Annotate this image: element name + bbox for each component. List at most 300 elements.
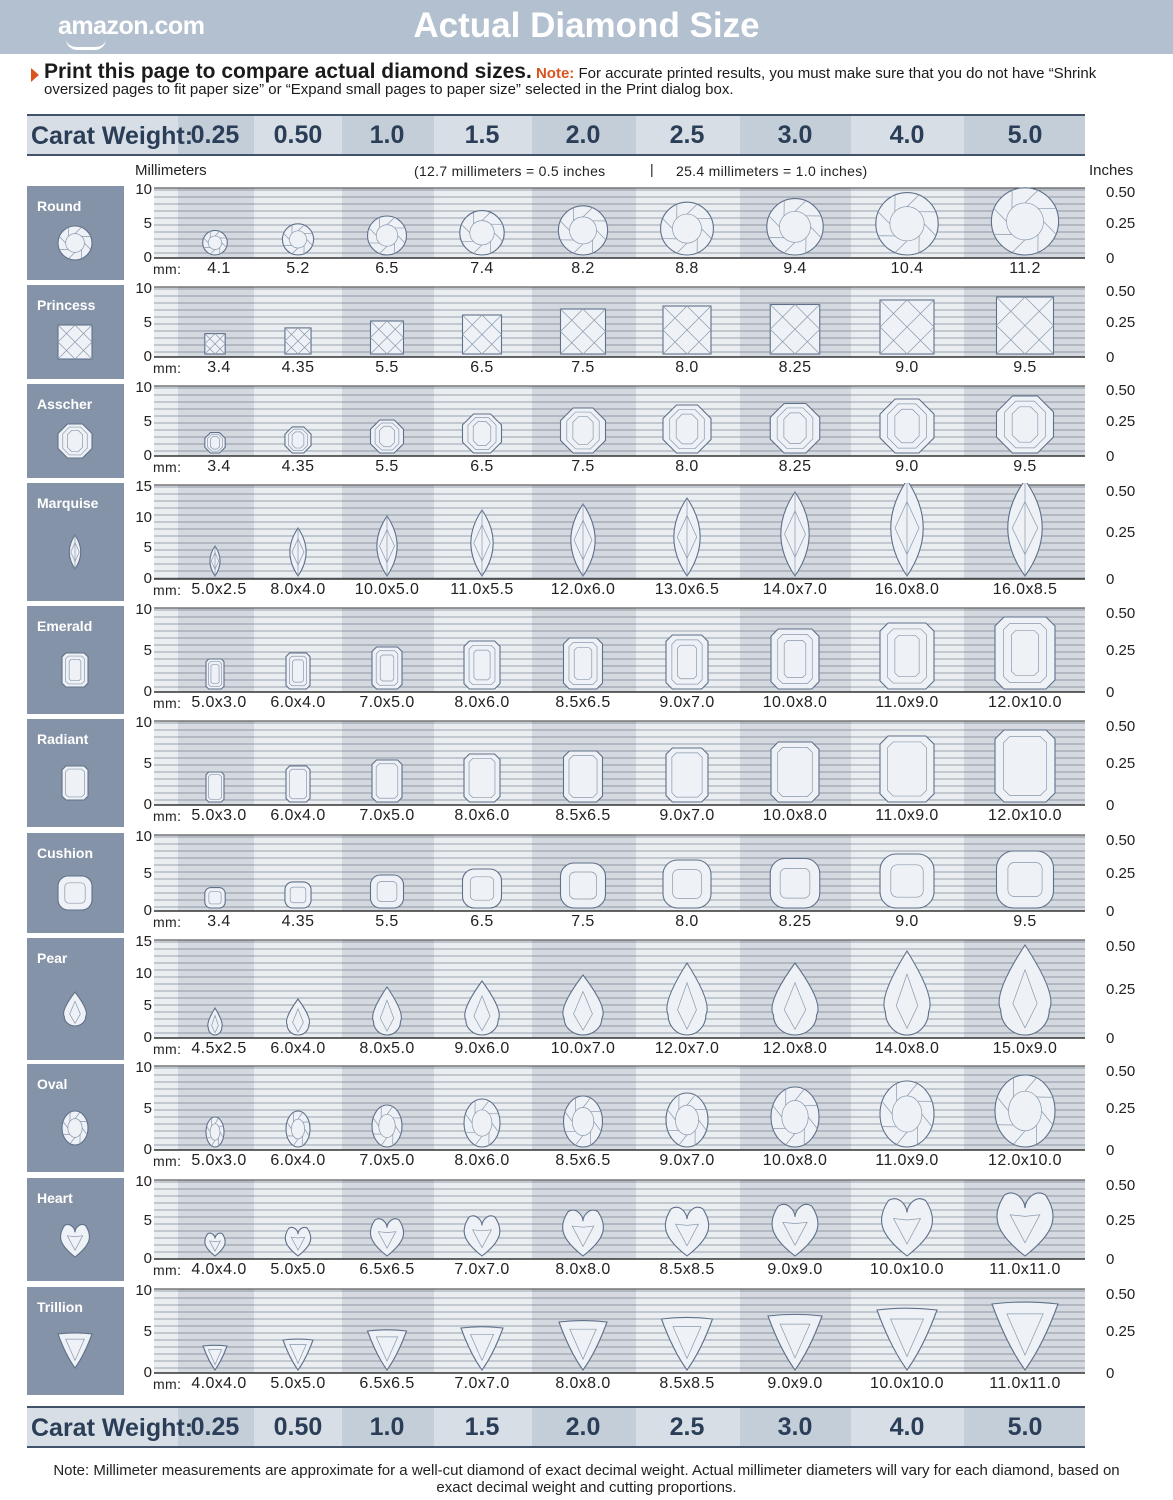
mm-size-value: 12.0x10.0 <box>988 1152 1062 1169</box>
shape-name: Cushion <box>37 845 93 861</box>
page-title: Actual Diamond Size <box>413 6 760 45</box>
cushion-diamond-outline <box>561 863 606 908</box>
mm-size-value: 8.0 <box>675 913 699 930</box>
mm-size-value: 8.0 <box>675 359 699 376</box>
mm-axis-tick: 10 <box>135 1282 152 1299</box>
mm-axis-tick: 0 <box>143 796 152 813</box>
carat-weight-value: 5.0 <box>1007 121 1043 149</box>
carat-weight-value: 0.25 <box>190 1413 240 1441</box>
mm-axis-tick: 0 <box>143 570 152 587</box>
mm-size-value: 4.5x2.5 <box>191 1040 247 1057</box>
mm-prefix: mm: <box>153 360 182 376</box>
mm-size-value: 10.0x8.0 <box>762 1152 828 1169</box>
mm-prefix: mm: <box>153 1041 182 1057</box>
inch-axis-tick: 0.50 <box>1106 283 1136 301</box>
mm-size-value: 3.4 <box>207 458 231 475</box>
mm-axis-tick: 0 <box>143 902 152 919</box>
pear-shape-icon <box>53 987 97 1036</box>
mm-axis-tick: 0 <box>143 683 152 700</box>
mm-size-value: 5.0x3.0 <box>191 1152 247 1169</box>
mm-size-value: 6.0x4.0 <box>270 1152 326 1169</box>
mm-size-value: 8.0 <box>675 458 699 475</box>
mm-size-value: 7.0x7.0 <box>454 1375 510 1392</box>
carat-weight-value: 1.0 <box>369 1413 405 1441</box>
princess-diamond-outline <box>997 297 1054 354</box>
shape-label-panel <box>27 1287 124 1395</box>
mm-axis-tick: 5 <box>143 755 152 772</box>
mm-size-value: 14.0x7.0 <box>762 581 828 598</box>
mm-size-value: 9.0x9.0 <box>767 1261 823 1278</box>
shape-row <box>0 181 1173 280</box>
mm-size-value: 9.0x7.0 <box>659 807 715 824</box>
mm-size-value: 10.0x10.0 <box>870 1261 944 1278</box>
mm-size-value: 6.0x4.0 <box>270 694 326 711</box>
mm-size-value: 12.0x10.0 <box>988 694 1062 711</box>
mm-size-value: 9.0x7.0 <box>659 1152 715 1169</box>
oval-diamond-outline <box>286 1111 310 1147</box>
carat-weight-label: Carat Weight: <box>31 122 194 150</box>
round-diamond-outline <box>767 199 823 255</box>
mm-prefix: mm: <box>153 695 182 711</box>
oval-diamond-outline <box>372 1105 402 1147</box>
shape-label-panel <box>27 384 124 478</box>
mm-axis-tick: 10 <box>135 280 152 297</box>
mm-size-value: 5.0x5.0 <box>270 1261 326 1278</box>
mm-axis-tick: 0 <box>143 249 152 266</box>
mm-size-value: 11.0x5.5 <box>450 581 514 598</box>
shape-name: Radiant <box>37 731 89 747</box>
mm-size-value: 5.5 <box>375 913 399 930</box>
mm-size-value: 8.25 <box>778 359 812 376</box>
mm-size-value: 4.35 <box>281 913 315 930</box>
mm-size-value: 3.4 <box>207 913 231 930</box>
cushion-diamond-outline <box>463 869 502 908</box>
arrow-bullet-icon <box>31 68 39 82</box>
emerald-diamond-outline <box>771 629 819 689</box>
shape-name: Emerald <box>37 618 93 634</box>
inch-axis-tick: 0.25 <box>1106 981 1136 998</box>
mm-size-value: 9.0 <box>895 359 919 376</box>
princess-shape-icon <box>53 320 97 369</box>
mm-size-value: 10.0x5.0 <box>354 581 420 598</box>
mm-size-value: 10.0x7.0 <box>550 1040 616 1057</box>
carat-weight-value: 3.0 <box>777 1413 813 1441</box>
princess-diamond-outline <box>463 315 502 354</box>
oval-diamond-outline <box>880 1081 934 1147</box>
inch-axis-tick: 0.50 <box>1106 1063 1136 1081</box>
shape-label-panel <box>27 1178 124 1281</box>
mm-axis-tick: 5 <box>143 539 152 557</box>
shape-name: Pear <box>37 950 68 966</box>
shape-label-panel <box>27 719 124 827</box>
footer-note: Note: Millimeter measurements are approximate for a well-cut diamond of exact decimal weight. Actual millimeter diameters will vary for each diamond, based on exact decimal weight and cutting proportions. <box>53 1462 1120 1496</box>
mm-size-value: 9.0x9.0 <box>767 1375 823 1392</box>
inch-axis-tick: 0 <box>1106 903 1115 920</box>
mm-size-value: 12.0x8.0 <box>762 1040 828 1057</box>
inch-axis-tick: 0.50 <box>1106 482 1136 500</box>
inch-axis-tick: 0.25 <box>1106 642 1136 659</box>
carat-weight-value: 5.0 <box>1007 1413 1043 1441</box>
princess-diamond-outline <box>561 309 606 354</box>
mm-axis-tick: 0 <box>143 1029 152 1046</box>
mm-size-value: 4.35 <box>281 458 315 475</box>
shape-name: Trillion <box>37 1299 83 1315</box>
mm-size-value: 4.0x4.0 <box>191 1261 247 1278</box>
inches-label: Inches <box>1089 162 1134 179</box>
inch-axis-tick: 0 <box>1106 1030 1115 1047</box>
inch-axis-tick: 0.50 <box>1106 1286 1136 1304</box>
mm-axis-tick: 10 <box>135 1059 152 1076</box>
mm-size-value: 7.0x7.0 <box>454 1261 510 1278</box>
shape-row <box>0 1059 1173 1172</box>
mm-size-value: 15.0x9.0 <box>992 1040 1058 1057</box>
mm-axis-tick: 10 <box>135 181 152 198</box>
mm-size-value: 6.5 <box>470 458 494 475</box>
mm-size-value: 8.0x8.0 <box>555 1261 611 1278</box>
oval-diamond-outline <box>995 1075 1055 1147</box>
mm-size-value: 8.5x6.5 <box>555 1152 611 1169</box>
emerald-diamond-outline <box>206 659 224 689</box>
mm-size-value: 11.2 <box>1009 260 1041 277</box>
round-diamond-outline <box>368 216 407 255</box>
mm-size-value: 11.0x11.0 <box>989 1375 1061 1392</box>
radiant-diamond-outline <box>880 736 934 802</box>
shape-name: Asscher <box>37 396 93 412</box>
round-diamond-outline <box>282 224 313 255</box>
shape-row <box>0 379 1173 478</box>
carat-weight-value: 4.0 <box>889 1413 925 1441</box>
princess-diamond-outline <box>285 328 311 354</box>
mm-axis-tick: 0 <box>143 1364 152 1381</box>
round-diamond-outline <box>661 202 714 255</box>
mm-size-value: 11.0x9.0 <box>875 1152 939 1169</box>
shape-row <box>0 478 1173 601</box>
shape-row <box>0 933 1173 1060</box>
mm-size-value: 5.5 <box>375 359 399 376</box>
cushion-diamond-outline <box>285 882 311 908</box>
mm-axis-tick: 10 <box>135 601 152 618</box>
asscher-diamond-outline <box>663 405 711 453</box>
mm-size-value: 8.2 <box>571 260 595 277</box>
mm-size-value: 7.4 <box>470 260 494 277</box>
carat-weight-value: 0.50 <box>273 121 323 149</box>
mm-axis-tick: 10 <box>135 965 152 982</box>
inch-axis-tick: 0 <box>1106 797 1115 814</box>
mm-size-value: 8.5x8.5 <box>659 1375 715 1392</box>
mm-size-value: 16.0x8.0 <box>874 581 940 598</box>
mm-size-value: 6.5 <box>470 359 494 376</box>
mm-prefix: mm: <box>153 914 182 930</box>
shape-row <box>0 714 1173 827</box>
mm-size-value: 9.0x6.0 <box>454 1040 510 1057</box>
inch-axis-tick: 0 <box>1106 1142 1115 1159</box>
mm-size-value: 14.0x8.0 <box>874 1040 940 1057</box>
round-shape-icon <box>53 221 97 270</box>
carat-weight-value: 0.25 <box>190 121 240 149</box>
shape-label-panel <box>27 1064 124 1172</box>
oval-diamond-outline <box>564 1096 603 1147</box>
mm-size-value: 7.0x5.0 <box>359 694 415 711</box>
mm-size-value: 4.35 <box>281 359 315 376</box>
marquise-shape-icon <box>53 530 97 579</box>
mm-axis-tick: 5 <box>143 413 152 430</box>
mm-size-value: 11.0x9.0 <box>875 807 939 824</box>
mm-size-value: 6.0x4.0 <box>270 1040 326 1057</box>
carat-weight-value: 2.5 <box>669 121 705 149</box>
mm-size-value: 9.0 <box>895 913 919 930</box>
mm-prefix: mm: <box>153 261 182 277</box>
asscher-diamond-outline <box>205 433 225 453</box>
inch-axis-tick: 0 <box>1106 448 1115 465</box>
radiant-diamond-outline <box>771 742 819 802</box>
oval-diamond-outline <box>666 1093 708 1147</box>
mm-size-value: 3.4 <box>207 359 231 376</box>
cushion-diamond-outline <box>997 851 1054 908</box>
mm-size-value: 8.25 <box>778 458 812 475</box>
mm-size-value: 8.25 <box>778 913 812 930</box>
inch-axis-tick: 0.25 <box>1106 1100 1136 1117</box>
mm-axis-tick: 10 <box>135 714 152 731</box>
mm-axis-tick: 5 <box>143 1100 152 1117</box>
princess-diamond-outline <box>663 306 711 354</box>
mm-size-value: 6.5x6.5 <box>359 1375 415 1392</box>
inch-axis-tick: 0.50 <box>1106 382 1136 400</box>
inch-axis-tick: 0.50 <box>1106 184 1136 202</box>
oval-diamond-outline <box>464 1099 500 1147</box>
princess-diamond-outline <box>880 300 934 354</box>
shape-label-panel <box>27 186 124 280</box>
cushion-shape-icon <box>53 871 97 920</box>
mm-size-value: 9.0x7.0 <box>659 694 715 711</box>
inch-axis-tick: 0.50 <box>1106 1176 1136 1194</box>
mm-size-value: 10.0x8.0 <box>762 807 828 824</box>
mm-size-value: 6.5 <box>470 913 494 930</box>
carat-weight-value: 1.5 <box>464 1413 500 1441</box>
page-header <box>0 0 1173 54</box>
princess-diamond-outline <box>205 334 225 354</box>
inch-axis-tick: 0.25 <box>1106 413 1136 430</box>
mm-prefix: mm: <box>153 459 182 475</box>
emerald-diamond-outline <box>564 638 603 689</box>
inch-axis-tick: 0.50 <box>1106 937 1136 955</box>
carat-weight-value: 2.0 <box>565 1413 601 1441</box>
radiant-diamond-outline <box>286 766 310 802</box>
mm-size-value: 6.5 <box>375 260 399 277</box>
mm-axis-tick: 10 <box>135 828 152 845</box>
cushion-diamond-outline <box>663 860 711 908</box>
mm-prefix: mm: <box>153 1376 182 1392</box>
mm-size-value: 5.0x5.0 <box>270 1375 326 1392</box>
mm-axis-tick: 5 <box>143 314 152 331</box>
princess-diamond-outline <box>371 321 404 354</box>
princess-diamond-outline <box>770 305 820 355</box>
note-label: Note: <box>535 65 575 82</box>
carat-weight-value: 4.0 <box>889 121 925 149</box>
emerald-diamond-outline <box>286 653 310 689</box>
mm-size-value: 7.0x5.0 <box>359 807 415 824</box>
shape-name: Round <box>37 198 82 214</box>
mm-size-value: 5.0x3.0 <box>191 694 247 711</box>
amazon-logo: amazon.com <box>58 12 205 40</box>
emerald-shape-icon <box>53 648 97 697</box>
inch-axis-tick: 0 <box>1106 1365 1115 1382</box>
radiant-diamond-outline <box>995 730 1055 802</box>
inch-axis-tick: 0.50 <box>1106 831 1136 849</box>
radiant-diamond-outline <box>564 751 603 802</box>
mm-size-value: 8.0x6.0 <box>454 1152 510 1169</box>
mm-axis-tick: 5 <box>143 1211 152 1229</box>
inch-axis-tick: 0 <box>1106 684 1115 701</box>
mm-axis-tick: 10 <box>135 1173 152 1190</box>
inch-axis-tick: 0.50 <box>1106 718 1136 736</box>
mm-size-value: 9.5 <box>1013 359 1037 376</box>
radiant-diamond-outline <box>666 748 708 802</box>
mm-size-value: 8.0x8.0 <box>555 1375 611 1392</box>
mm-axis-tick: 5 <box>143 865 152 882</box>
oval-shape-icon <box>53 1106 97 1155</box>
carat-weight-value: 2.5 <box>669 1413 705 1441</box>
mm-size-value: 11.0x9.0 <box>875 694 939 711</box>
mm-size-value: 10.0x8.0 <box>762 694 828 711</box>
mm-axis-tick: 5 <box>143 997 152 1014</box>
emerald-diamond-outline <box>372 647 402 689</box>
mm-axis-tick: 0 <box>143 447 152 464</box>
emerald-diamond-outline <box>880 623 934 689</box>
mm-axis-tick: 0 <box>143 1141 152 1158</box>
mm-size-value: 8.0x5.0 <box>359 1040 415 1057</box>
mm-prefix: mm: <box>153 1262 182 1278</box>
mm-axis-tick: 5 <box>143 1323 152 1340</box>
cushion-diamond-outline <box>371 875 404 908</box>
emerald-diamond-outline <box>666 635 708 689</box>
mm-size-value: 8.8 <box>675 260 699 277</box>
shape-row <box>0 1173 1173 1281</box>
instructions-headline: Print this page to compare actual diamond sizes. <box>44 60 532 83</box>
shape-row <box>0 828 1173 933</box>
conversion-separator: | <box>650 161 654 177</box>
asscher-diamond-outline <box>997 396 1054 453</box>
mm-axis-tick: 15 <box>135 933 152 950</box>
mm-axis-tick: 0 <box>143 348 152 365</box>
mm-size-value: 8.5x6.5 <box>555 807 611 824</box>
mm-axis-tick: 0 <box>143 1250 152 1267</box>
radiant-diamond-outline <box>464 754 500 802</box>
asscher-diamond-outline <box>880 399 934 453</box>
inch-axis-tick: 0.25 <box>1106 865 1136 882</box>
mm-size-value: 9.5 <box>1013 913 1037 930</box>
mm-size-value: 7.5 <box>571 913 595 930</box>
mm-size-value: 9.0 <box>895 458 919 475</box>
radiant-diamond-outline <box>372 760 402 802</box>
mm-prefix: mm: <box>153 808 182 824</box>
mm-size-value: 10.0x10.0 <box>870 1375 944 1392</box>
mm-size-value: 12.0x10.0 <box>988 807 1062 824</box>
trillion-shape-icon <box>53 1329 97 1378</box>
inch-axis-tick: 0 <box>1106 571 1115 588</box>
mm-size-value: 5.0x2.5 <box>191 581 247 598</box>
mm-prefix: mm: <box>153 582 182 598</box>
mm-axis-tick: 5 <box>143 642 152 659</box>
carat-weight-value: 3.0 <box>777 121 813 149</box>
shape-name: Heart <box>37 1190 73 1206</box>
asscher-diamond-outline <box>770 404 820 454</box>
mm-size-value: 5.2 <box>286 260 310 277</box>
round-diamond-outline <box>203 230 228 255</box>
asscher-diamond-outline <box>463 414 502 453</box>
mm-size-value: 7.5 <box>571 359 595 376</box>
mm-size-value: 5.0x3.0 <box>191 807 247 824</box>
cushion-diamond-outline <box>770 859 820 909</box>
carat-weight-value: 0.50 <box>273 1413 323 1441</box>
mm-size-value: 8.0x6.0 <box>454 694 510 711</box>
radiant-shape-icon <box>53 761 97 810</box>
mm-size-value: 12.0x7.0 <box>654 1040 720 1057</box>
shape-row <box>0 280 1173 379</box>
mm-size-value: 12.0x6.0 <box>550 581 616 598</box>
shape-label-panel <box>27 938 124 1060</box>
inch-axis-tick: 0.25 <box>1106 755 1136 772</box>
mm-size-value: 7.5 <box>571 458 595 475</box>
mm-axis-tick: 10 <box>135 379 152 396</box>
shape-name: Marquise <box>37 495 99 511</box>
conversion-mm-inch: 25.4 millimeters = 1.0 inches) <box>676 163 868 179</box>
mm-axis-tick: 15 <box>135 478 152 495</box>
inch-axis-tick: 0 <box>1106 1251 1115 1268</box>
mm-size-value: 6.0x4.0 <box>270 807 326 824</box>
mm-axis-tick: 10 <box>135 508 152 526</box>
inch-axis-tick: 0.25 <box>1106 215 1136 232</box>
oval-diamond-outline <box>771 1087 819 1147</box>
mm-size-value: 9.4 <box>783 260 807 277</box>
inch-axis-tick: 0.50 <box>1106 605 1136 623</box>
mm-size-value: 8.0x6.0 <box>454 807 510 824</box>
mm-size-value: 4.1 <box>207 260 231 277</box>
shape-row <box>0 1282 1173 1395</box>
inch-axis-tick: 0.25 <box>1106 1323 1136 1340</box>
shape-label-panel <box>27 833 124 933</box>
carat-weight-header <box>27 114 1085 156</box>
round-diamond-outline <box>558 206 607 255</box>
emerald-diamond-outline <box>464 641 500 689</box>
mm-prefix: mm: <box>153 1153 182 1169</box>
asscher-diamond-outline <box>285 427 311 453</box>
note-text: For accurate printed results, you must make sure that you do not have “Shrink oversized pages to fit paper size” or “Expand small pages to paper size” selected in the Print dialog box. <box>44 65 1097 98</box>
shape-label-panel <box>27 285 124 379</box>
radiant-diamond-outline <box>206 772 224 802</box>
asscher-shape-icon <box>53 419 97 468</box>
carat-weight-value: 1.5 <box>464 121 500 149</box>
mm-size-value: 7.0x5.0 <box>359 1152 415 1169</box>
asscher-diamond-outline <box>561 408 606 453</box>
shape-name: Oval <box>37 1076 68 1092</box>
mm-size-value: 5.5 <box>375 458 399 475</box>
heart-shape-icon <box>53 1218 97 1267</box>
oval-diamond-outline <box>206 1117 224 1147</box>
mm-axis-tick: 5 <box>143 215 152 232</box>
inch-axis-tick: 0 <box>1106 250 1115 267</box>
mm-size-value: 8.5x6.5 <box>555 694 611 711</box>
inch-axis-tick: 0.25 <box>1106 524 1136 541</box>
carat-weight-value: 2.0 <box>565 121 601 149</box>
mm-size-value: 13.0x6.5 <box>654 581 720 598</box>
shape-label-panel <box>27 483 124 601</box>
mm-size-value: 8.0x4.0 <box>270 581 326 598</box>
mm-size-value: 6.5x6.5 <box>359 1261 415 1278</box>
inch-axis-tick: 0.25 <box>1106 1211 1136 1229</box>
round-diamond-outline <box>460 211 504 255</box>
mm-size-value: 16.0x8.5 <box>992 581 1058 598</box>
shape-name: Princess <box>37 297 96 313</box>
